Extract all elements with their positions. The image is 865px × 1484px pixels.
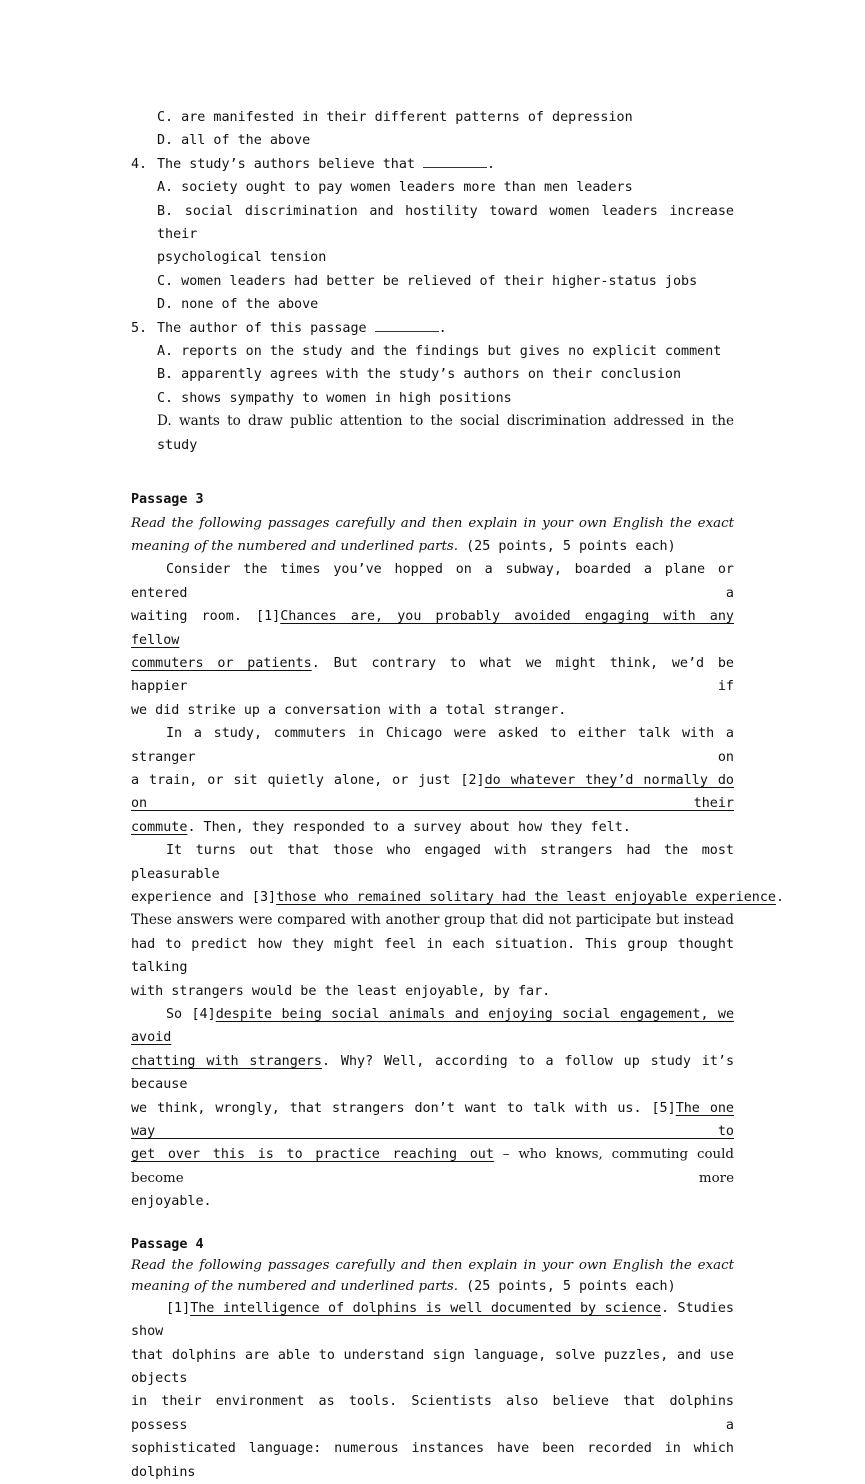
underlined-part-1-cont: commuters or patients <box>131 655 312 671</box>
underlined-part-4-cont: chatting with strangers <box>131 1053 322 1069</box>
p3-para3-line1: It turns out that those who engaged with strangers had the most pleasurable <box>131 843 734 882</box>
underlined-part-1: Chances are, you probably avoided engaging with any fellow <box>131 609 734 648</box>
q4-stem: 4. The study’s authors believe that . <box>131 153 734 176</box>
q4-option-d: D. none of the above <box>157 297 319 313</box>
answer-blank <box>375 319 439 332</box>
p3-para4-line2 <box>131 1050 734 1097</box>
p3-para4-line1 <box>131 1003 734 1050</box>
p3-para4-line5: enjoyable. <box>131 1194 212 1210</box>
text-run: we think, wrongly, that strangers don’t want to talk with us. [5] <box>131 1100 676 1116</box>
p4-para1-line3: in their environment as tools. Scientists also believe that dolphins possess a <box>131 1394 734 1433</box>
q4-option-a: A. society ought to pay women leaders more than men leaders <box>157 180 633 196</box>
p3-para2-line2 <box>131 769 734 816</box>
q3-option-d: D. all of the above <box>157 133 311 149</box>
p3-para3-line4: had to predict how they might feel in each situation. This group thought talking <box>131 936 734 976</box>
p4-para1-line1 <box>131 1297 734 1344</box>
q4-option-b-line1: B. social discrimination and hostility toward women leaders increase their <box>157 203 734 243</box>
p3-para3-line3: These answers were compared with another group that did not participate but instead <box>131 912 734 929</box>
q4-option-b-line2: psychological tension <box>157 250 327 266</box>
text-run: . Studies show <box>131 1300 734 1340</box>
p3-para1-line4: we did strike up a conversation with a total stranger. <box>131 702 567 718</box>
q4-number: 4. <box>131 156 148 172</box>
passage4-instruction-text: meaning of the numbered and underlined parts. <box>131 1278 459 1294</box>
q5-option-a: A. reports on the study and the findings but gives no explicit comment <box>157 344 722 360</box>
q5-option-d-line1: D. wants to draw public attention to the social discrimination addressed in the <box>157 413 734 430</box>
underlined-part-4: despite being social animals and enjoying social engagement, we avoid <box>131 1007 735 1046</box>
text-run: So [4] <box>166 1007 216 1023</box>
q5-option-d-line2: study <box>157 437 198 453</box>
passage4-points: (25 points, 5 points each) <box>458 1278 676 1294</box>
text-run: experience and [3] <box>131 890 277 905</box>
underlined-part-5: The one way to <box>131 1100 734 1140</box>
document-content <box>131 106 785 1484</box>
p3-para1-line2 <box>131 605 734 652</box>
underlined-part-1: The intelligence of dolphins is well documented by science <box>190 1300 662 1316</box>
p3-para4-line3 <box>131 1097 734 1144</box>
p3-para3-line2 <box>131 886 785 909</box>
text-run: . <box>775 890 785 905</box>
q5-option-b: B. apparently agrees with the study’s authors on their conclusion <box>157 367 682 383</box>
text-run: . But contrary to what we might think, we’d be happier if <box>131 655 734 695</box>
passage3-instruction-line2 <box>131 535 734 558</box>
text-run: – who knows, commuting could become more <box>131 1147 734 1186</box>
text-run: waiting room. [1] <box>131 609 281 625</box>
p3-para4-line4 <box>131 1143 734 1190</box>
p3-para1-line1: Consider the times you’ve hopped on a subway, boarded a plane or entered a <box>131 562 734 601</box>
passage3-title: Passage 3 <box>131 492 204 508</box>
q5-stem-text: The author of this passage <box>157 320 367 336</box>
p4-para1-line4: sophisticated language: numerous instances have been recorded in which dolphins <box>131 1441 734 1480</box>
p4-para1-line2: that dolphins are able to understand sign language, solve puzzles, and use objects <box>131 1347 734 1386</box>
text-run: . Why? Well, according to a follow up study it’s because <box>131 1053 734 1093</box>
text-run: [1] <box>166 1300 191 1316</box>
underlined-part-2: do whatever they’d normally do on their <box>131 772 734 812</box>
text-run: . Then, they responded to a survey about how they felt. <box>187 819 631 835</box>
p3-para2-line3 <box>131 816 734 839</box>
q5-stem: 5. The author of this passage . <box>131 317 734 340</box>
p3-para3-line5: with strangers would be the least enjoyable, by far. <box>131 983 551 999</box>
passage3-points: (25 points, 5 points each) <box>458 538 676 554</box>
passage4-instruction-line2 <box>131 1276 734 1297</box>
answer-blank <box>423 155 487 168</box>
underlined-part-2-cont: commute <box>131 819 188 835</box>
underlined-part-3: those who remained solitary had the least enjoyable experience <box>276 890 776 905</box>
passage3-instruction-text: meaning of the numbered and underlined parts. <box>131 538 459 554</box>
text-run: a train, or sit quietly alone, or just [2] <box>131 772 485 788</box>
underlined-part-5-cont: get over this is to practice reaching out <box>131 1147 494 1163</box>
p3-para1-line3 <box>131 652 734 699</box>
q5-number: 5. <box>131 320 148 336</box>
passage4-instruction-line1: Read the following passages carefully and then explain in your own English the exact <box>131 1257 734 1273</box>
passage3-instruction-line1: Read the following passages carefully and then explain in your own English the exact <box>131 515 734 531</box>
q3-option-c: C. are manifested in their different patterns of depression <box>157 110 633 125</box>
p3-para2-line1: In a study, commuters in Chicago were asked to either talk with a stranger on <box>131 726 734 765</box>
q5-option-c: C. shows sympathy to women in high positions <box>157 390 512 406</box>
q4-option-c: C. women leaders had better be relieved of their higher-status jobs <box>157 273 698 289</box>
passage4-title: Passage 4 <box>131 1236 204 1252</box>
q4-stem-text: The study’s authors believe that <box>157 156 415 172</box>
